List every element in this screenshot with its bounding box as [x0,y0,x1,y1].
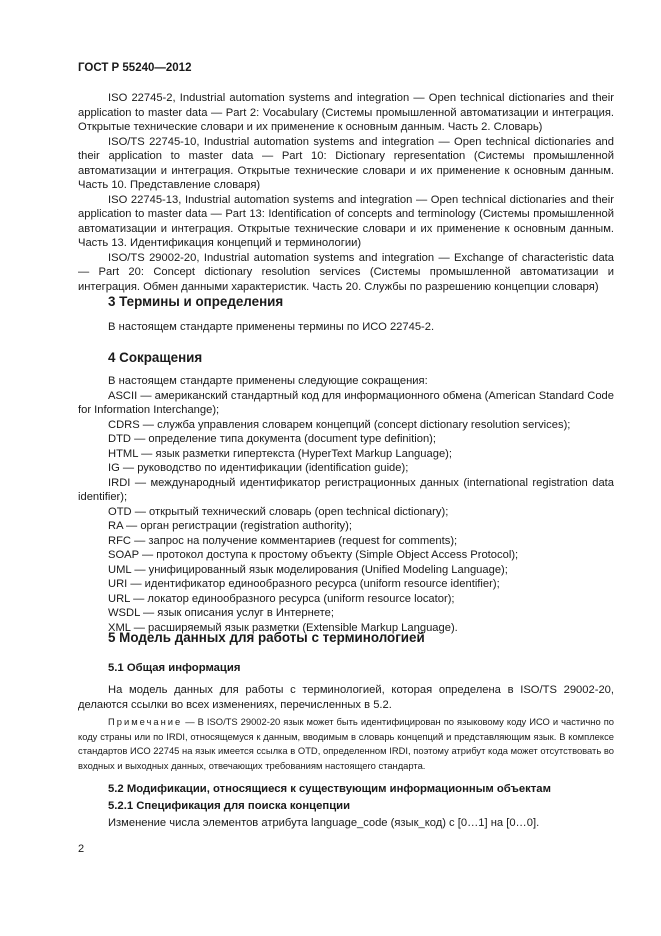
section-4-intro: В настоящем стандарте применены следующие сокращения: [108,375,428,387]
reference-item: ISO/TS 29002-20, Industrial automation systems and integration — Exchange of characteristic data — Part 20: Concept dictionary resolution services (Системы промышленной автоматизации и интеграция. Обмен данными характеристик. Часть 20. Службы по разрешению концепции словаря) [78,251,614,293]
section-3-heading: 3 Термины и определения [108,294,284,309]
section-4-heading: 4 Сокращения [108,350,203,365]
section-3-body [78,320,614,335]
section-5-1-text: На модель данных для работы с терминологией, которая определена в ISO/TS 29002-20, делаются ссылки во всех изменениях, перечисленных в 5.2. [78,684,614,711]
abbreviation-item: CDRS — служба управления словарем концепций (concept dictionary resolution services); [108,418,571,431]
section-5-1-body [78,683,614,712]
abbreviation-item: XML — расширяемый язык разметки (Extensible Markup Language). [108,621,458,634]
document-header: ГОСТ Р 55240—2012 [78,62,192,74]
abbreviation-item: UML — унифицированный язык моделирования (Unified Modeling Language); [108,563,508,576]
normative-references [78,91,614,294]
abbreviation-item: RFC — запрос на получение комментариев (request for comments); [108,534,458,547]
abbreviation-item: ASCII — американский стандартный код для информационного обмена (American Standard Code for Information Interchange); [78,389,614,416]
section-5-2-heading: 5.2 Модификации, относящиеся к существующим информационным объектам [108,783,551,795]
abbreviation-item: SOAP — протокол доступа к простому объекту (Simple Object Access Protocol); [108,549,519,561]
abbreviation-item: OTD — открытый технический словарь (open technical dictionary); [108,505,449,518]
section-5-2-1-body [78,816,614,831]
abbreviation-item: WSDL — язык описания услуг в Интернете; [108,607,334,619]
note-text: — В ISO/TS 29002-20 язык может быть идентифицирован по языковому коду ИСО и частично по коду страны или по IRDI, относящемуся к данным, вводимым в словарь концепций и представляющим язык. В комплексе стандартов ИСО 22745 на язык имеется ссылка в OTD, определенном IRDI, поэтому атрибут кода может отсутствовать во входных и выходных данных, отвечающих требованиям настоящего стандарта. [78,716,614,771]
reference-item: ISO/TS 22745-10, Industrial automation systems and integration — Open technical dictionaries and their application to master data — Part 10: Dictionary representation (Системы промышленной автоматизации и интеграция. Открытые технические словари и их применение к основным данным. Часть 10. Представление словаря) [78,135,614,191]
note [78,715,614,773]
section-5-1-heading: 5.1 Общая информация [108,662,241,674]
abbreviation-item: URI — идентификатор единообразного ресурса (uniform resource identifier); [108,578,500,590]
section-5-2-1-heading: 5.2.1 Спецификация для поиска концепции [108,800,351,812]
section-5-2-1-text: Изменение числа элементов атрибута language_code (язык_код) с [0…1] на [0…0]. [108,817,540,829]
abbreviation-item: RA — орган регистрации (registration authority); [108,520,352,532]
abbreviation-item: URL — локатор единообразного ресурса (uniform resource locator); [108,592,455,605]
abbreviation-item: DTD — определение типа документа (document type definition); [108,433,437,445]
page-number: 2 [78,843,85,855]
section-5-heading: 5 Модель данных для работы с терминологией [108,630,425,645]
abbreviation-item: IG — руководство по идентификации (identification guide); [108,462,409,474]
note-label: Примечание [108,716,183,727]
abbreviation-item: HTML — язык разметки гипертекста (HyperText Markup Language); [108,447,453,460]
reference-item: ISO 22745-2, Industrial automation systems and integration — Open technical dictionaries and their application to master data — Part 2: Vocabulary (Системы промышленной автоматизации и интеграция. Открытые технические словари и их применение к основным данным. Часть 2. Словарь) [78,92,614,133]
abbreviation-item: IRDI — международный идентификатор регистрационных данных (international registration data identifier); [78,476,614,503]
reference-item: ISO 22745-13, Industrial automation systems and integration — Open technical dictionaries and their application to master data — Part 13: Identification of concepts and terminology (Системы промышленной автоматизации и интеграция. Открытые технические словари и их применение к основным данным. Часть 13. Идентификация концепций и терминологии) [78,193,614,249]
section-3-text: В настоящем стандарте применены термины по ИСО 22745-2. [108,321,435,333]
abbreviations-list [78,374,614,635]
